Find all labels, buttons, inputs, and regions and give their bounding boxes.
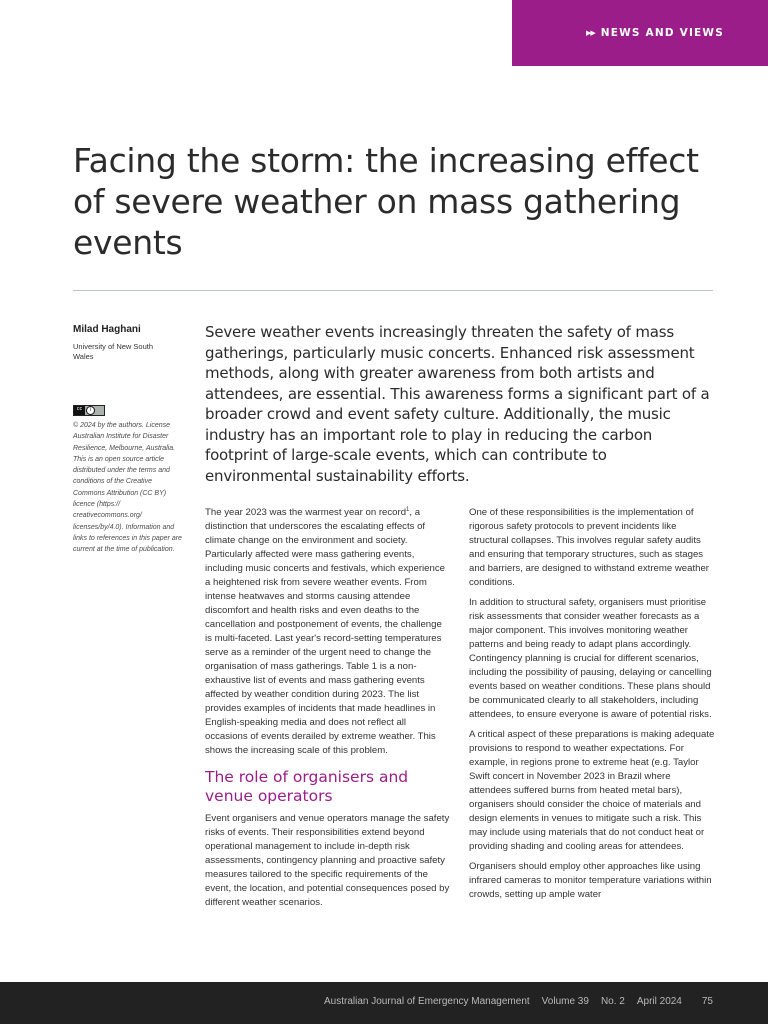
body-paragraph: In addition to structural safety, organisers must prioritise risk assessments that consider weather forecasts as a major component. This involves monitoring weather patterns and being ready to adapt plans accordingly. Contingency planning is crucial for different scenarios, including the possibility of pausing, delaying or cancelling events based on weather conditions. These plans should be communicated clearly to all stakeholders, including attendees, to ensure everyone is aware of potential risks. <box>469 597 712 720</box>
journal-issue: No. 2 <box>600 996 625 1007</box>
body-text: The year 2023 was the warmest year on record <box>205 507 407 518</box>
section-tag-label: NEWS AND VIEWS <box>600 27 724 39</box>
section-heading: The role of organisers and venue operators <box>205 768 409 805</box>
cc-logo-part: cc <box>74 406 85 415</box>
article-title: Facing the storm: the increasing effect of severe weather on mass gathering events <box>73 141 699 262</box>
cc-by-license-icon[interactable] <box>73 405 105 416</box>
body-paragraph: A critical aspect of these preparations is making adequate provisions to respond to weather expectations. For example, in regions prone to extreme heat (e.g. Taylor Swift concert in November 2023 in Brazil where attendees suffered burns from heated metal bars), organisers should consider the choice of materials and design elements in venues to mitigate such a risk. This may include using materials that do not conduct heat or providing shading and cooling areas for attendees. <box>469 729 715 852</box>
body-paragraph: One of these responsibilities is the implementation of rigorous safety protocols to prevent incidents like structural collapses. This involves regular safety audits and ensuring that temporary structures, such as stages and barriers, are designed to withstand extreme weather conditions. <box>469 507 709 588</box>
body-paragraph <box>205 506 451 758</box>
body-paragraph: Event organisers and venue operators manage the safety risks of events. Their responsibilities extend beyond operational management to include in-depth risk assessments, contingency planning and proactive safety measures tailored to the specific requirements of the event, the location, and potential consequences posed by different weather scenarios. <box>205 813 450 908</box>
right-body-column <box>469 506 715 908</box>
author-name: Milad Haghani <box>73 324 141 335</box>
left-body-column <box>205 506 451 916</box>
cc-attribution-part: i <box>86 406 95 415</box>
page-number: 75 <box>701 996 713 1007</box>
reference-marker[interactable]: 1 <box>406 506 410 513</box>
section-tag <box>512 0 768 66</box>
journal-date: April 2024 <box>636 996 682 1007</box>
body-paragraph: Organisers should employ other approaches like using infrared cameras to monitor temperature variations within crowds, setting up ample water <box>469 861 712 900</box>
body-text: , a distinction that underscores the escalating effects of climate change on the environment and society. Particularly affected were mass gathering events, including music concerts and festivals, which experience a heightened risk from severe weather events. From intense heatwaves and storms causing attendee discomfort and health risks and even deaths to the cancellation and postponement of events, the challenge is multi-faceted. Last year's record-setting temperatures serve as a reminder of the urgent need to change the organisation of mass gatherings. Table 1 is a non-exhaustive list of events and mass gathering events affected by weather condition during 2023. The list provides examples of incidents that made headlines in English-speaking media and does not reflect all occasions of events derailed by extreme weather. This shows the increasing scale of this problem. <box>205 507 445 756</box>
journal-name: Australian Journal of Emergency Management <box>324 996 530 1007</box>
double-chevron-right-icon: ▶▶ <box>586 28 595 37</box>
footer-citation <box>324 996 713 1007</box>
page-footer <box>0 982 768 1024</box>
journal-volume: Volume 39 <box>541 996 589 1007</box>
title-divider <box>73 290 713 291</box>
license-text: © 2024 by the authors. License Australian Institute for Disaster Resilience, Melbourne, Australia. This is an open source article distributed under the terms and conditions of the Creative Commons Attribution (CC BY) licence (https:// creativecommons.org/ licenses/by/4.0). Information and links to references in this paper are current at the time of publication. <box>73 422 182 554</box>
abstract: Severe weather events increasingly threaten the safety of mass gatherings, particularly music concerts. Enhanced risk assessment methods, along with greater awareness from both artists and attendees, are essential. This awareness forms a significant part of a broader crowd and event safety culture. Additionally, the music industry has an important role to play in reducing the carbon footprint of large-scale events, which can contribute to environmental sustainability efforts. <box>205 323 710 485</box>
author-affiliation: University of New South Wales <box>73 342 154 361</box>
